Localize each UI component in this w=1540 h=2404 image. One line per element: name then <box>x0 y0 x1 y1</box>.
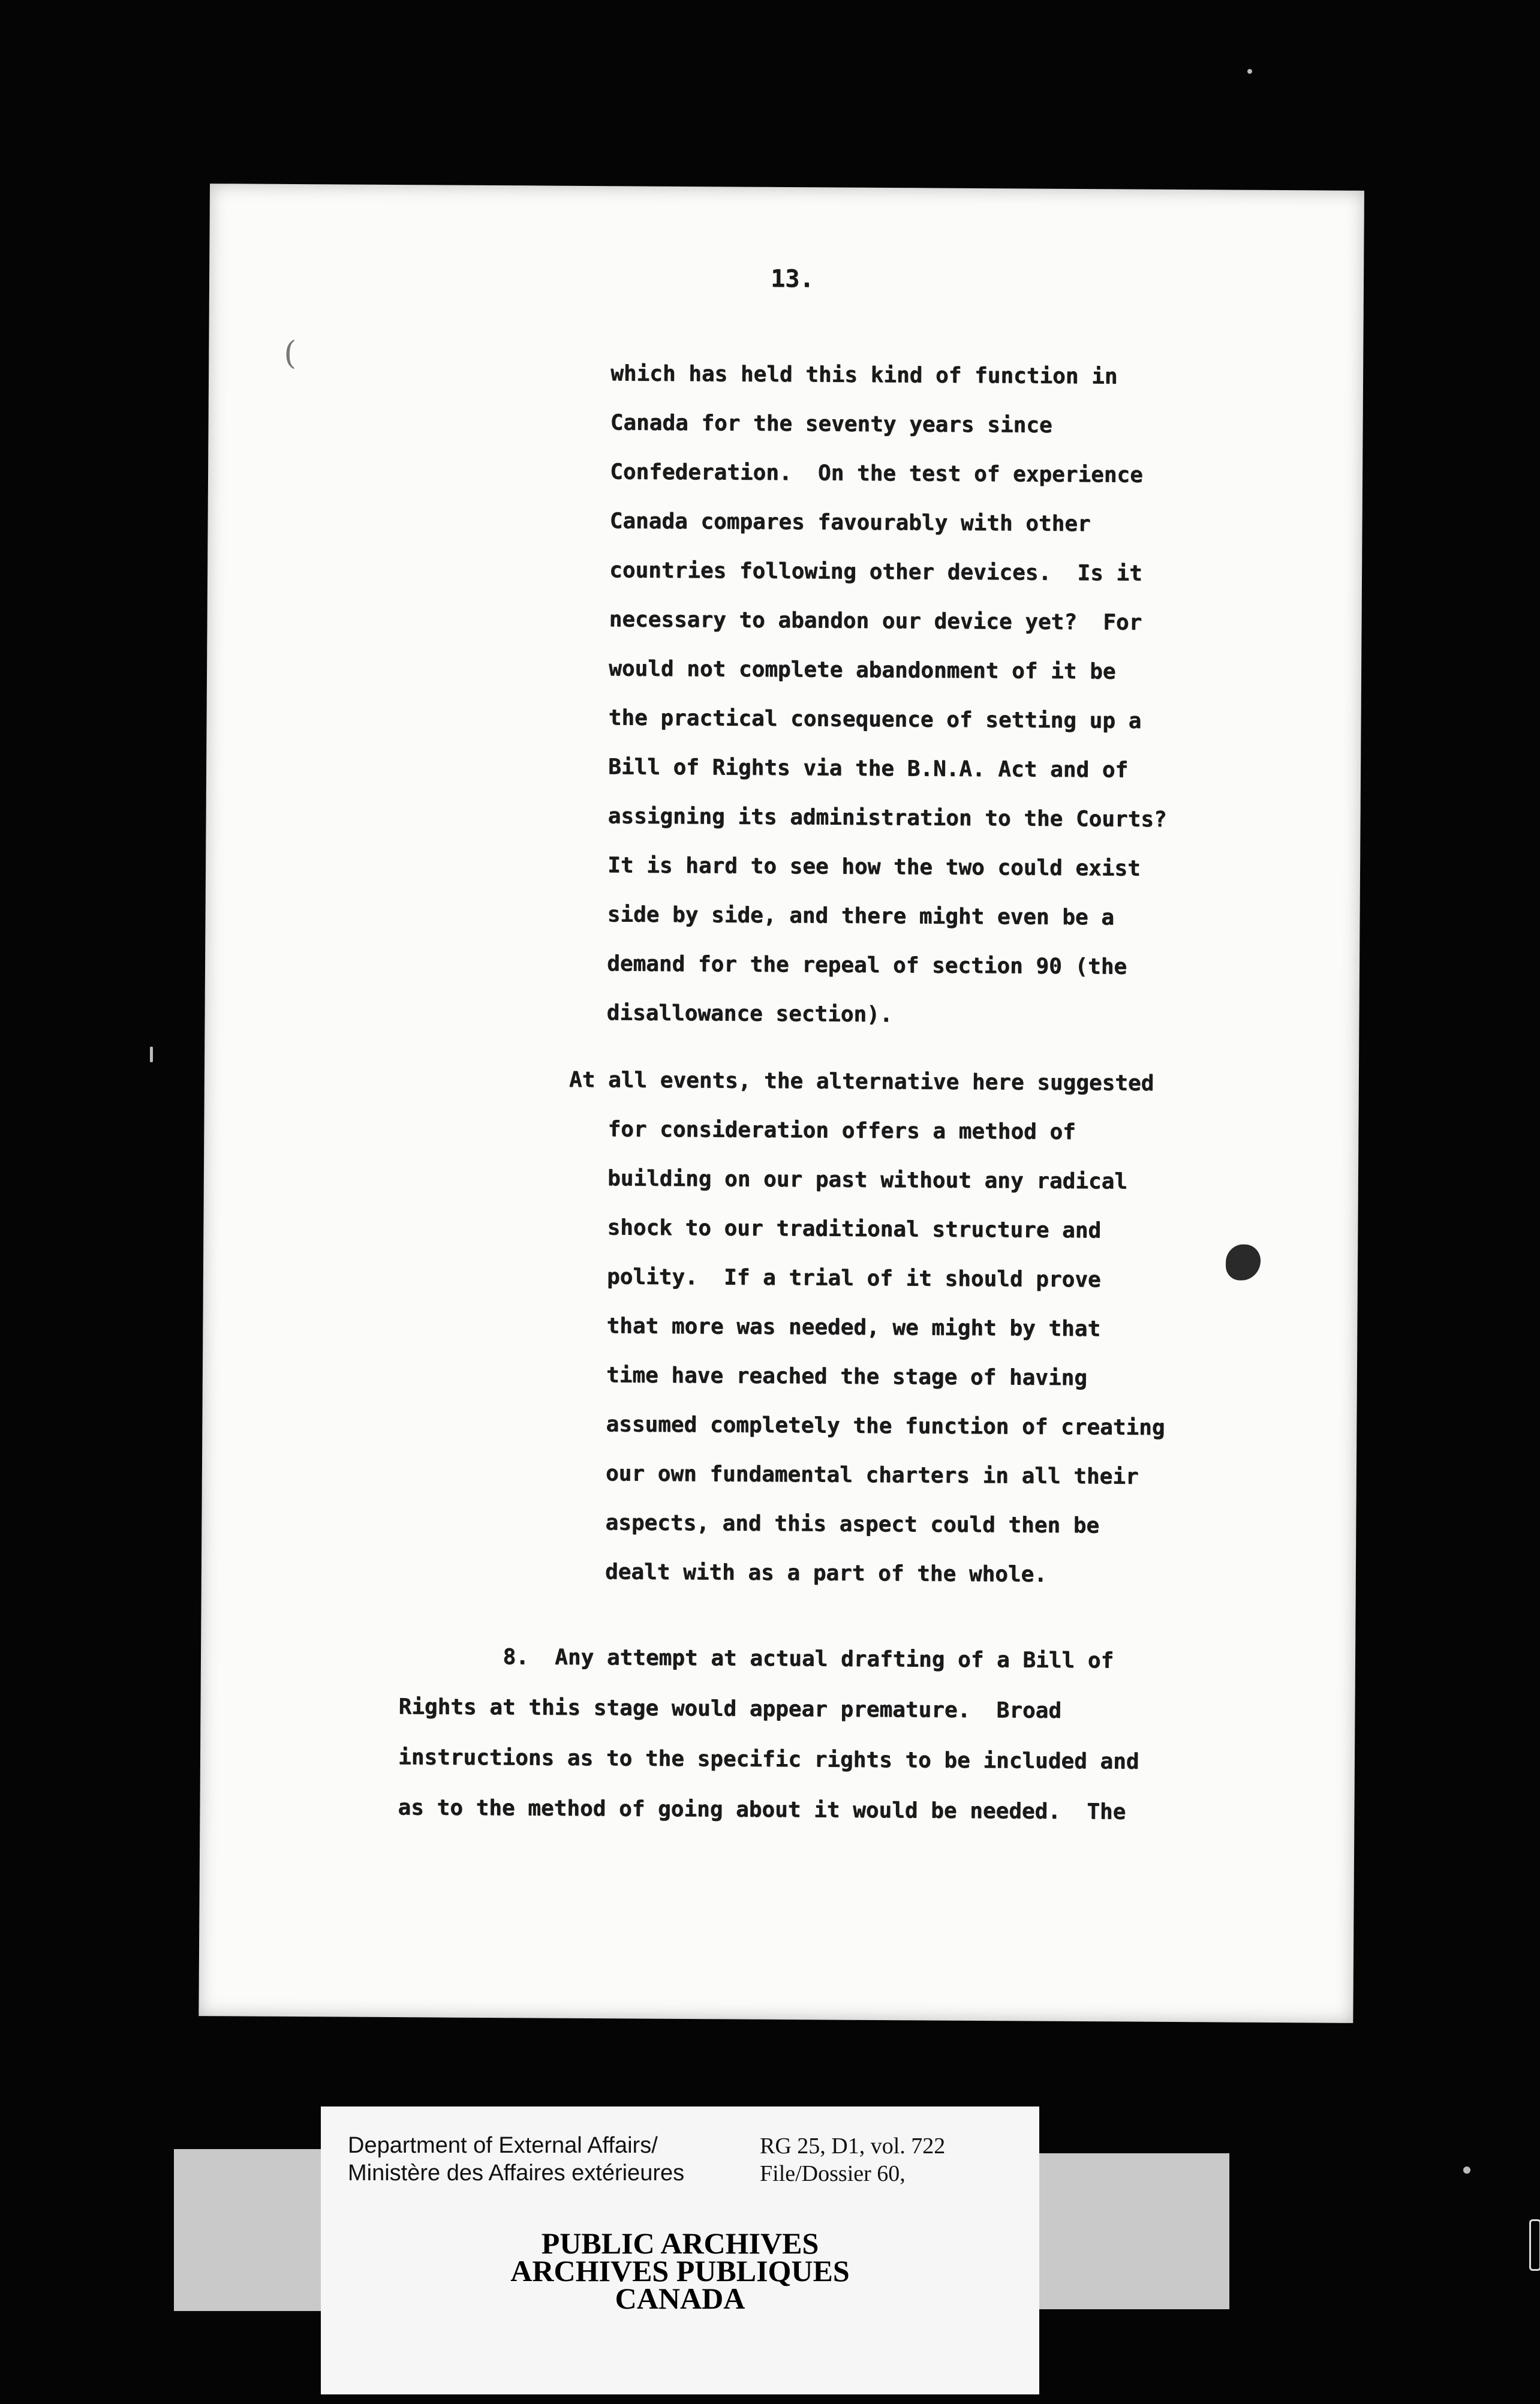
text-line: the practical consequence of setting up a <box>608 705 1142 734</box>
file-reference: File/Dossier 60, <box>760 2161 906 2186</box>
text-line: that more was needed, we might by that <box>567 1313 1101 1342</box>
paragraph-8 <box>398 1631 1139 1838</box>
ink-blot <box>1226 1245 1261 1281</box>
department-en: Department of External Affairs/ <box>348 2133 658 2158</box>
archive-label <box>321 2106 1039 2394</box>
label-strip-left <box>174 2149 336 2311</box>
film-speck <box>1463 2166 1470 2174</box>
text-line: building on our past without any radical <box>568 1165 1127 1194</box>
text-line: side by side, and there might even be a <box>607 902 1114 930</box>
text-line: Rights at this stage would appear premature. Broad <box>398 1694 1061 1723</box>
text-line: Confederation. On the test of experience <box>609 459 1143 488</box>
text-line: disallowance section). <box>606 1000 893 1027</box>
label-strip-right <box>1031 2153 1229 2309</box>
text-line: dealt with as a part of the whole. <box>566 1559 1047 1587</box>
record-group-reference: RG 25, D1, vol. 722 <box>760 2133 946 2159</box>
text-line: At all events, the alternative here suggested <box>569 1067 1154 1096</box>
page-number: 13. <box>770 265 814 293</box>
text-line: as to the method of going about it would be needed. The <box>398 1795 1126 1825</box>
text-line: would not complete abandonment of it be <box>608 656 1116 684</box>
paragraph-alternative <box>566 1056 1167 1600</box>
margin-mark: ( <box>284 333 297 372</box>
text-line: time have reached the stage of having <box>567 1362 1087 1391</box>
text-line: Canada for the seventy years since <box>610 410 1052 438</box>
archive-title-fr: ARCHIVES PUBLIQUES <box>510 2254 850 2288</box>
text-line: assumed completely the function of creating <box>567 1411 1165 1440</box>
text-line: necessary to abandon our device yet? For <box>609 607 1142 635</box>
text-line: Bill of Rights via the B.N.A. Act and of <box>607 755 1129 783</box>
text-line: shock to our traditional structure and <box>568 1215 1102 1243</box>
text-line: aspects, and this aspect could then be <box>566 1510 1100 1538</box>
text-line: Canada compares favourably with other <box>609 509 1091 537</box>
text-line: 8. Any attempt at actual drafting of a Bill of <box>398 1644 1114 1673</box>
text-line: polity. If a trial of it should prove <box>567 1264 1101 1293</box>
text-line: demand for the repeal of section 90 (the <box>606 951 1127 979</box>
film-edge-mark <box>1529 2219 1540 2271</box>
archive-country: CANADA <box>615 2282 745 2315</box>
text-line: assigning its administration to the Courts? <box>607 804 1167 832</box>
text-line: countries following other devices. Is it <box>609 558 1142 586</box>
film-speck <box>1247 69 1252 74</box>
text-line: It is hard to see how the two could exist <box>607 853 1141 881</box>
text-line: instructions as to the specific rights to be included and <box>398 1745 1139 1774</box>
paragraph-continued <box>606 349 1169 1041</box>
text-line: for consideration offers a method of <box>569 1116 1076 1144</box>
film-scratch <box>150 1047 153 1062</box>
text-line: which has held this kind of function in <box>610 361 1118 389</box>
archive-title-en: PUBLIC ARCHIVES <box>541 2226 819 2260</box>
typewritten-page <box>198 184 1364 2023</box>
text-line: our own fundamental charters in all their <box>566 1461 1139 1489</box>
department-fr: Ministère des Affaires extérieures <box>348 2160 685 2186</box>
